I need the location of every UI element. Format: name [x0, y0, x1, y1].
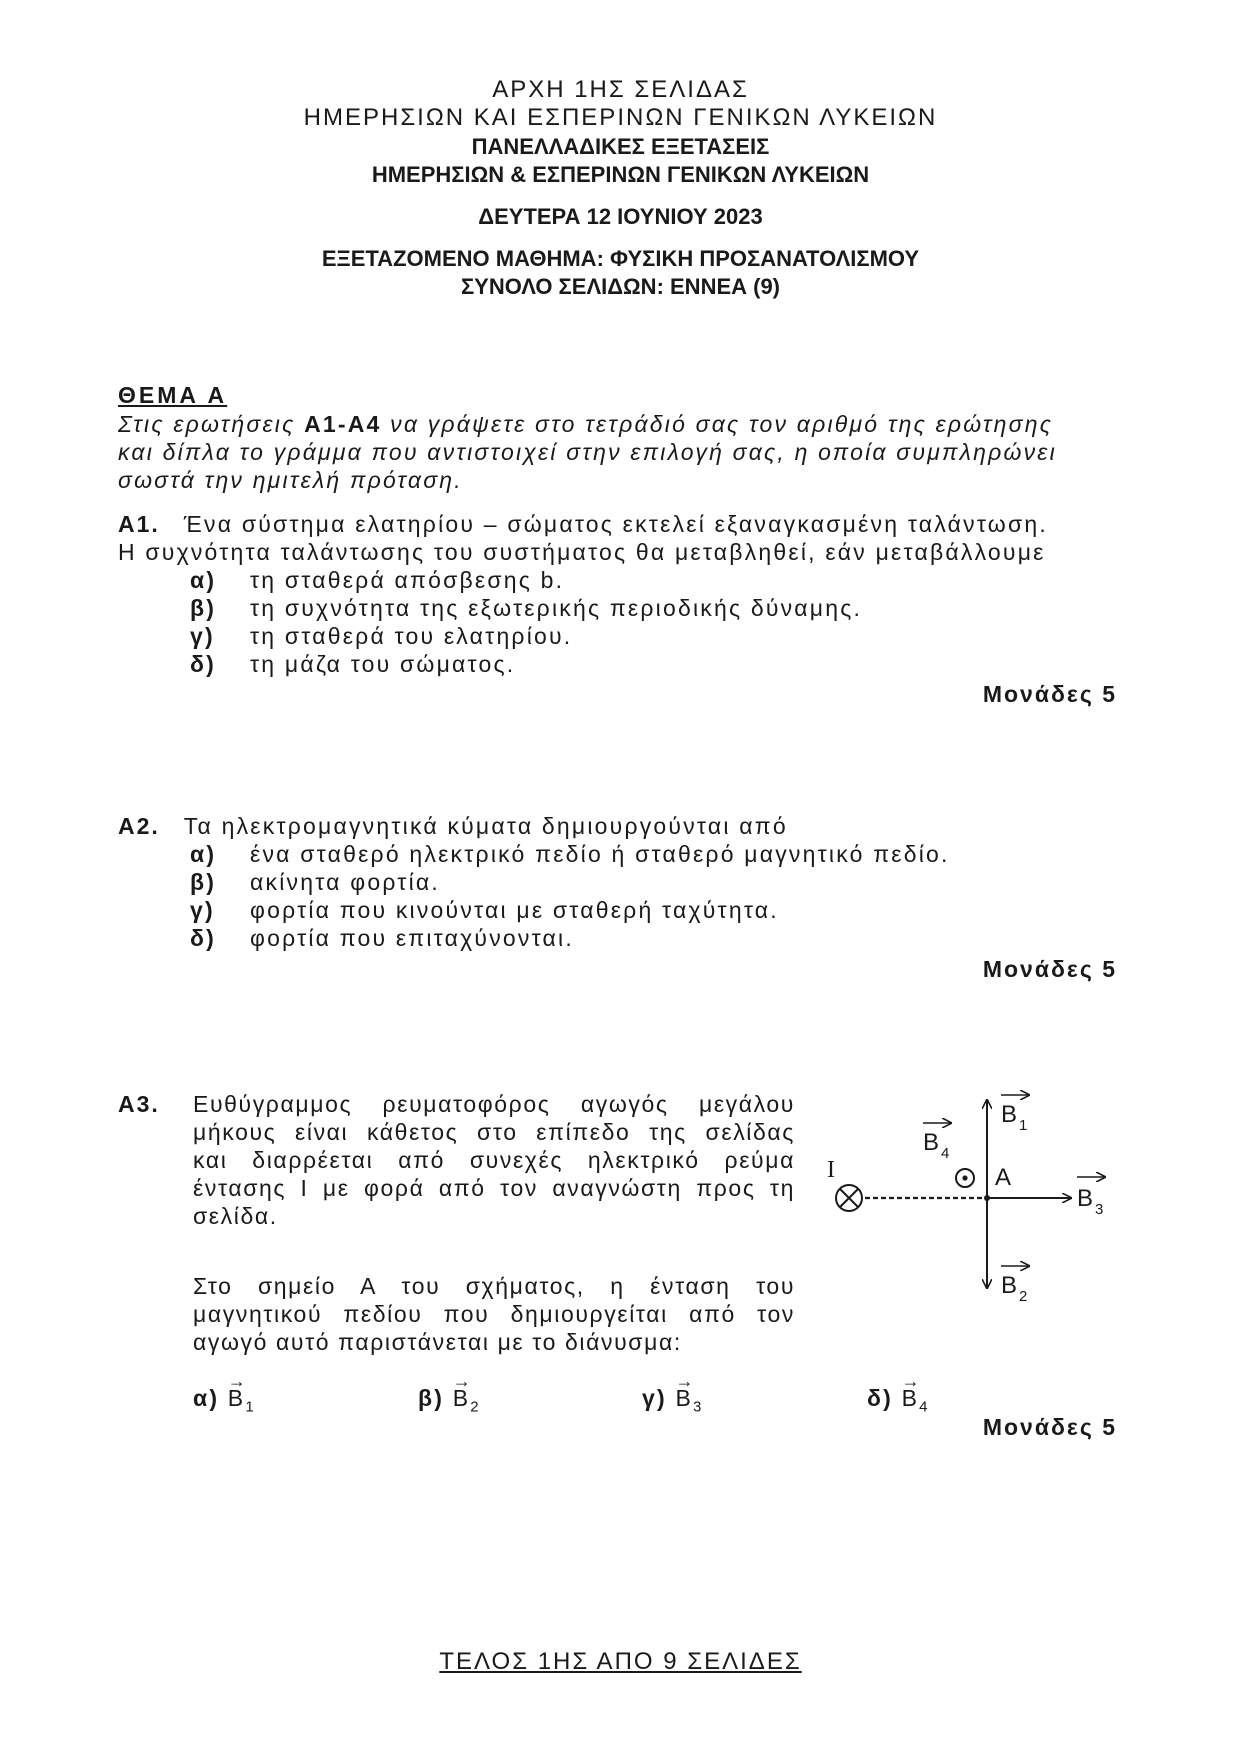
- option-letter: α): [190, 567, 217, 593]
- a3-p1-line: μήκους είναι κάθετος στο επίπεδο της σελίδας: [193, 1119, 795, 1145]
- option-letter: α): [190, 841, 217, 867]
- a3-p2-line: Στο σημείο Α του σχήματος, η ένταση του: [193, 1273, 795, 1299]
- exam-subject: ΕΞΕΤΑΖΟΜΕΝΟ ΜΑΘΗΜΑ: ΦΥΣΙΚΗ ΠΡΟΣΑΝΑΤΟΛΙΣΜΟΥ: [321, 246, 920, 271]
- b2-label: [1001, 1266, 1029, 1305]
- a2-line1: [118, 813, 788, 840]
- conductor-into-page-icon: [836, 1185, 862, 1211]
- vector-b1: [227, 1371, 256, 1416]
- b4-sub: 4: [941, 1145, 950, 1162]
- page-header-line4: ΗΜΕΡΗΣΙΩΝ & ΕΣΠΕΡΙΝΩΝ ΓΕΝΙΚΩΝ ΛΥΚΕΙΩΝ: [371, 162, 870, 187]
- a1-option-b: [190, 595, 862, 622]
- b1-label: [1001, 1095, 1029, 1134]
- a3-p1-line: και διαρρέεται από συνεχές ηλεκτρικό ρεύμα: [193, 1147, 795, 1173]
- theme-title: ΘΕΜΑ Α: [118, 382, 228, 408]
- exam-date: ΔΕΥΤΕΡΑ 12 ΙΟΥΝΙΟΥ 2023: [478, 204, 763, 229]
- a1-option-a: [190, 567, 564, 594]
- option-text: τη μάζα του σώματος.: [250, 651, 516, 677]
- vector-arrow-icon: →: [901, 1371, 922, 1391]
- a3-option-c: [642, 1371, 704, 1416]
- a3-option-a: [193, 1371, 256, 1416]
- vector-letter: B: [901, 1385, 920, 1411]
- theme-instructions-line2: και δίπλα το γράμμα που αντιστοιχεί στην επιλογή σας, η οποία συμπληρώνει: [118, 439, 1057, 465]
- a3-option-d: [867, 1371, 930, 1416]
- a2-number: Α2.: [118, 813, 160, 839]
- a2-option-d: [190, 925, 574, 952]
- b3-label: [1077, 1177, 1105, 1218]
- page-header-line1: ΑΡΧΗ 1ΗΣ ΣΕΛΙΔΑΣ: [492, 76, 749, 103]
- option-letter: β): [190, 595, 217, 621]
- a3-units: Μονάδες 5: [982, 1414, 1117, 1440]
- vector-letter: B: [227, 1385, 246, 1411]
- option-letter: γ): [642, 1385, 667, 1411]
- a1-number: Α1.: [118, 511, 160, 537]
- a3-option-b: [418, 1371, 481, 1416]
- a1-text-line1: Ένα σύστημα ελατηρίου – σώματος εκτελεί εξαναγκασμένη ταλάντωση.: [183, 511, 1048, 537]
- a2-text-line1: Τα ηλεκτρομαγνητικά κύματα δημιουργούνται από: [183, 813, 788, 839]
- vector-arrow-icon: →: [675, 1371, 696, 1391]
- b4-label: [923, 1123, 951, 1162]
- vector-b4: [901, 1371, 930, 1416]
- b2-sub: 2: [1019, 1288, 1028, 1305]
- a2-option-b: [190, 869, 440, 896]
- magnetic-field-figure: [815, 1080, 1115, 1310]
- option-letter: α): [193, 1385, 220, 1411]
- theme-instructions-line3: σωστά την ημιτελή πρόταση.: [118, 467, 463, 493]
- a3-p1-line: έντασης Ι με φορά από τον αναγνώστη προς τη: [193, 1175, 795, 1201]
- a1-units: Μονάδες 5: [982, 681, 1117, 707]
- point-a-label: A: [995, 1164, 1012, 1191]
- b1-letter: B: [1001, 1101, 1018, 1128]
- a1-option-d: [190, 651, 515, 678]
- a3-number: Α3.: [118, 1091, 160, 1117]
- a3-paragraph1: [193, 1091, 795, 1231]
- b2-letter: B: [1001, 1272, 1018, 1299]
- option-letter: δ): [190, 651, 217, 677]
- option-text: φορτία που κινούνται με σταθερή ταχύτητα.: [250, 897, 779, 923]
- option-letter: δ): [190, 925, 217, 951]
- a1-line2: Η συχνότητα ταλάντωσης του συστήματος θα μεταβληθεί, εάν μεταβάλλουμε: [118, 539, 1046, 565]
- instr-pre: Στις ερωτήσεις: [118, 411, 305, 437]
- instr-post: να γράψετε στο τετράδιό σας τον αριθμό της ερώτησης: [381, 411, 1054, 437]
- b4-out-of-page-icon: [956, 1169, 974, 1187]
- total-pages: ΣΥΝΟΛΟ ΣΕΛΙΔΩΝ: ΕΝΝΕΑ (9): [460, 274, 781, 299]
- a3-p1-line: Ευθύγραμμος ρευματοφόρος αγωγός μεγάλου: [193, 1091, 795, 1117]
- option-text: τη σταθερά του ελατηρίου.: [250, 623, 573, 649]
- b1-sub: 1: [1019, 1117, 1028, 1134]
- current-label: I: [827, 1157, 835, 1183]
- vector-arrow-icon: →: [227, 1371, 248, 1391]
- a2-option-c: [190, 897, 779, 924]
- vector-sub: 1: [245, 1398, 256, 1416]
- vector-sub: 2: [470, 1398, 481, 1416]
- option-text: ακίνητα φορτία.: [250, 869, 440, 895]
- theme-instructions-line1: [118, 411, 1053, 438]
- a2-option-a: [190, 841, 950, 868]
- page-footer: ΤΕΛΟΣ 1ΗΣ ΑΠΟ 9 ΣΕΛΙΔΕΣ: [439, 1648, 802, 1675]
- page-header-line3: ΠΑΝΕΛΛΑΔΙΚΕΣ ΕΞΕΤΑΣΕΙΣ: [471, 134, 770, 159]
- option-letter: δ): [867, 1385, 894, 1411]
- vector-b2: [452, 1371, 481, 1416]
- a1-option-c: [190, 623, 572, 650]
- option-text: φορτία που επιταχύνονται.: [250, 925, 574, 951]
- instr-bold: Α1-Α4: [304, 411, 382, 437]
- option-text: ένα σταθερό ηλεκτρικό πεδίο ή σταθερό μαγνητικό πεδίο.: [250, 841, 950, 867]
- a1-line1: [118, 511, 1048, 538]
- a3-p1-line: σελίδα.: [193, 1203, 278, 1229]
- vector-sub: 3: [693, 1398, 704, 1416]
- option-text: τη σταθερά απόσβεσης b.: [250, 567, 565, 593]
- a2-units: Μονάδες 5: [982, 956, 1117, 982]
- a3-p2-line: αγωγό αυτό παριστάνεται με το διάνυσμα:: [193, 1329, 682, 1355]
- vector-letter: B: [452, 1385, 471, 1411]
- a3-p2-line: μαγνητικού πεδίου που δημιουργείται από τον: [193, 1301, 795, 1327]
- page-header-line2: ΗΜΕΡΗΣΙΩΝ ΚΑΙ ΕΣΠΕΡΙΝΩΝ ΓΕΝΙΚΩΝ ΛΥΚΕΙΩΝ: [303, 104, 938, 131]
- option-letter: γ): [190, 897, 215, 923]
- vector-b3: [675, 1371, 704, 1416]
- b4-letter: B: [923, 1129, 940, 1156]
- option-letter: β): [418, 1385, 445, 1411]
- option-letter: γ): [190, 623, 215, 649]
- vector-arrow-icon: →: [452, 1371, 473, 1391]
- option-letter: β): [190, 869, 217, 895]
- b3-sub: 3: [1095, 1201, 1104, 1218]
- vector-sub: 4: [919, 1398, 930, 1416]
- a3-paragraph2: [193, 1273, 795, 1357]
- b3-letter: B: [1077, 1185, 1094, 1212]
- option-text: τη συχνότητα της εξωτερικής περιοδικής δύναμης.: [250, 595, 863, 621]
- vector-letter: B: [675, 1385, 693, 1411]
